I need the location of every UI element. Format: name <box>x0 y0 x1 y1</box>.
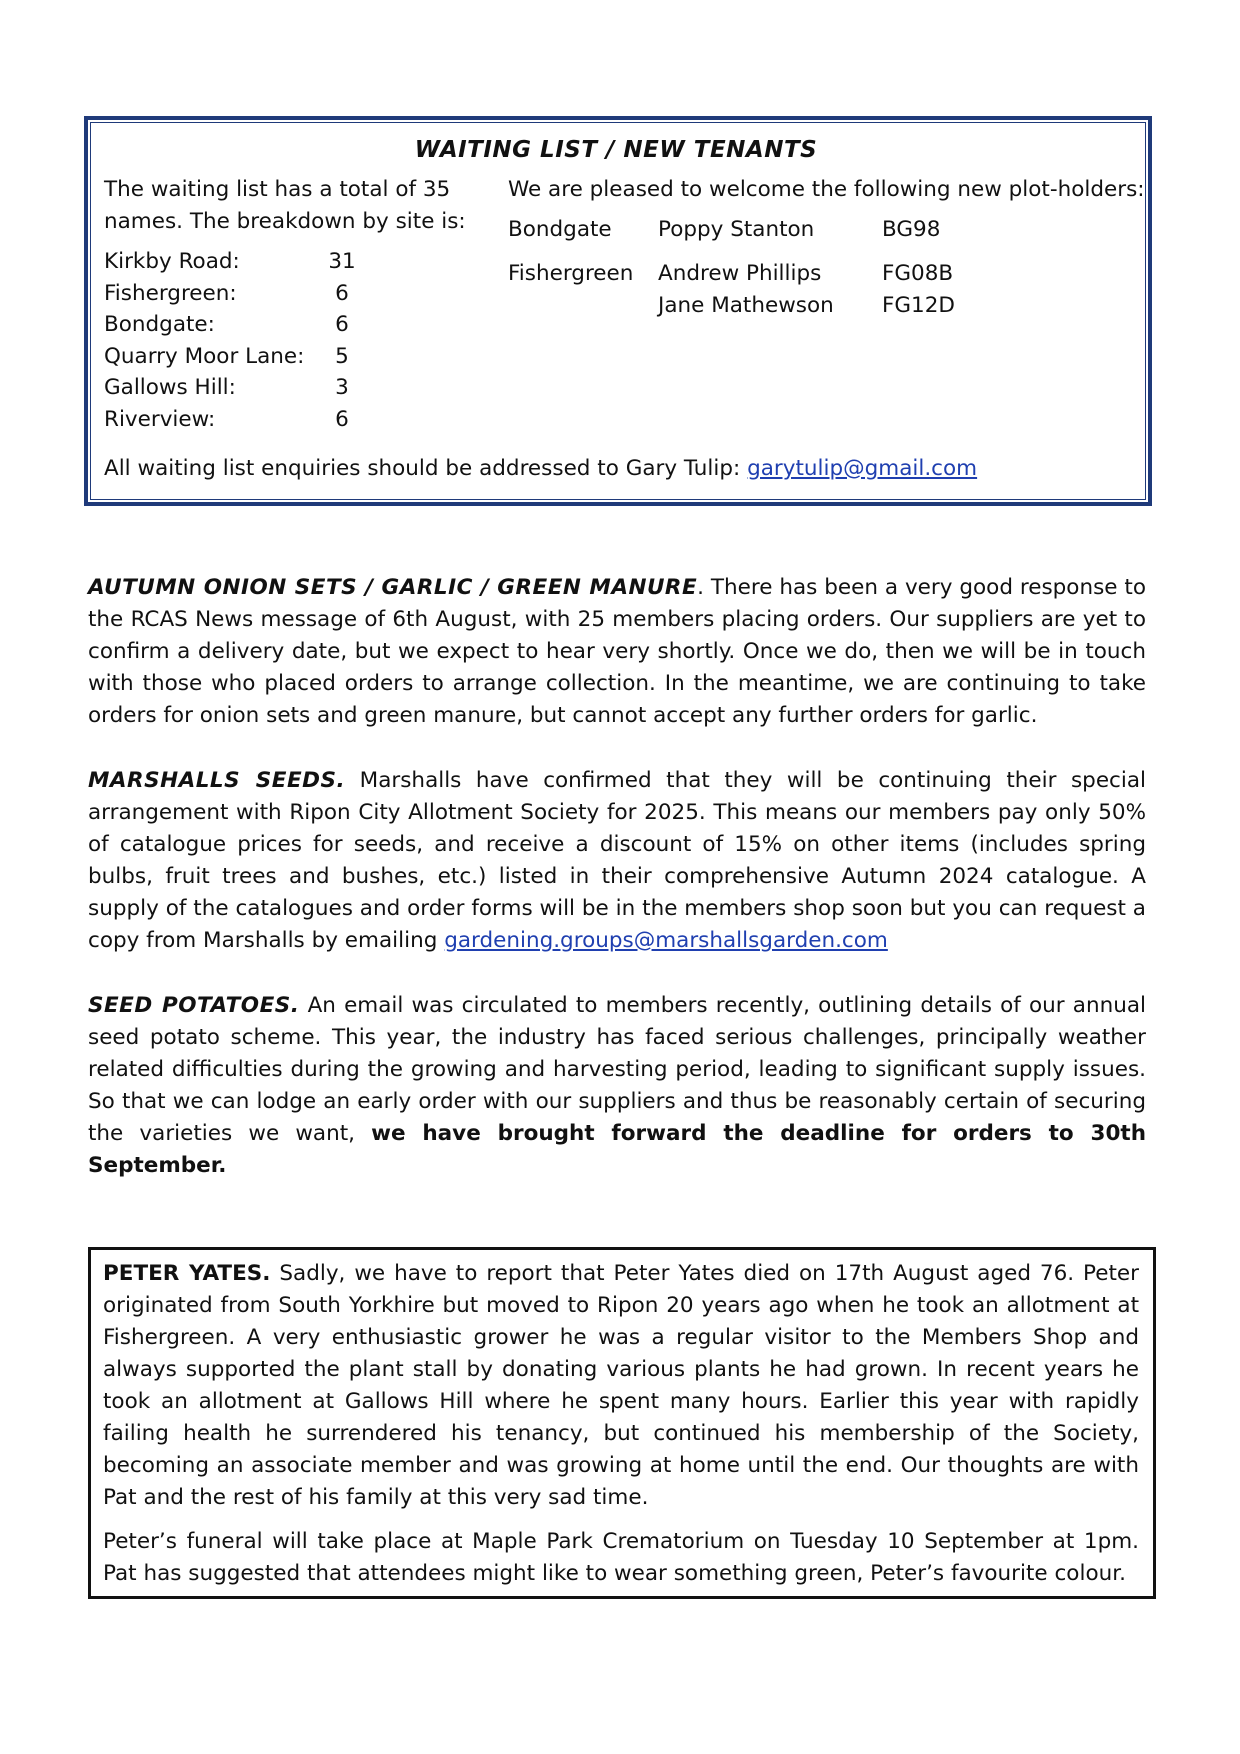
waiting-list-intro: The waiting list has a total of 35 names. The breakdown by site is: <box>104 177 466 234</box>
site-row <box>104 404 474 436</box>
tenant-spacer <box>508 246 955 258</box>
article-heading: MARSHALLS SEEDS. <box>88 768 346 793</box>
waiting-list-contact <box>104 453 977 485</box>
tenant-site <box>508 290 658 322</box>
deadline-emphasis: we have brought forward the deadline for orders to 30th September. <box>88 1121 1147 1178</box>
site-row <box>104 309 474 341</box>
obituary-paragraph <box>103 1258 1139 1514</box>
site-row <box>104 372 474 404</box>
obituary-body: Sadly, we have to report that Peter Yates died on 17th August aged 76. Peter originated from South Yorkhire but moved to Ripon 20 years ago when he took an allotment at Fishergreen. A very enthusiastic grower he was a regular visitor to the Members Shop and always supported the plant stall by donating various plants he had grown. In recent years he took an allotment at Gallows Hill where he spent many hours. Earlier this year with rapidly failing health he surrendered his tenancy, but continued his membership of the Society, becoming an associate member and was growing at home until the end. Our thoughts are with Pat and the rest of his family at this very sad time. <box>103 1261 1139 1510</box>
site-count: 31 <box>328 249 356 274</box>
tenant-name: Jane Mathewson <box>658 293 834 318</box>
site-name: Gallows Hill: <box>104 375 236 400</box>
site-row <box>104 341 474 373</box>
article-onion-sets <box>88 572 1146 732</box>
tenant-plot: FG08B <box>882 261 954 286</box>
site-count: 6 <box>335 280 349 306</box>
waiting-list-box <box>84 116 1152 506</box>
site-row <box>104 246 474 278</box>
tenant-plot: FG12D <box>882 293 955 318</box>
marshalls-email-link[interactable]: gardening.groups@marshallsgarden.com <box>444 928 888 953</box>
new-tenants-intro: We are pleased to welcome the following new plot-holders: <box>508 177 1145 202</box>
tenant-plot: BG98 <box>882 217 941 242</box>
article-marshalls-seeds <box>88 765 1146 957</box>
tenant-row <box>508 214 955 246</box>
site-name: Bondgate: <box>104 312 215 337</box>
site-name: Fishergreen: <box>104 280 237 306</box>
waiting-list-breakdown <box>104 174 474 435</box>
article-body: An email was circulated to members recently, outlining details of our annual seed potato scheme. This year, the industry has faced serious challenges, principally weather related difficulties during the growing and harvesting period, leading to significant supply issues. So that we can lodge an early order with our suppliers and thus be reasonably certain of securing the varieties we want, <box>88 993 1146 1146</box>
articles <box>88 572 1146 1215</box>
site-name: Riverview: <box>104 406 216 432</box>
article-body: Marshalls have confirmed that they will be continuing their special arrangement with Ripon City Allotment Society for 2025. This means our members pay only 50% of catalogue prices for seeds, and receive a discount of 15% on other items (includes spring bulbs, fruit trees and bushes, etc.) listed in their comprehensive Autumn 2024 catalogue. A supply of the catalogues and order forms will be in the members shop soon but you can request a copy from Marshalls by emailing <box>88 768 1147 953</box>
tenant-name: Poppy Stanton <box>658 217 815 242</box>
funeral-paragraph: Peter’s funeral will take place at Maple Park Crematorium on Tuesday 10 September at 1pm. Pat has suggested that attendees might like to wear something green, Peter’s favourite colour. <box>103 1529 1139 1586</box>
site-name: Kirkby Road: <box>104 249 240 274</box>
tenant-site: Fishergreen <box>508 261 634 286</box>
tenant-row <box>508 258 955 290</box>
waiting-list-title: WAITING LIST / NEW TENANTS <box>414 137 818 163</box>
article-body: . There has been a very good response to the RCAS News message of 6th August, with 25 members placing orders. Our suppliers are yet to confirm a delivery date, but we expect to hear very shortly. Once we do, then we will be in touch with those who placed orders to arrange collection. In the meantime, we are continuing to take orders for onion sets and green manure, but cannot accept any further orders for garlic. <box>88 575 1146 728</box>
new-tenants-table <box>508 214 955 322</box>
site-name: Quarry Moor Lane: <box>104 343 305 369</box>
article-seed-potatoes <box>88 990 1146 1182</box>
site-count: 6 <box>335 406 349 432</box>
tenant-site: Bondgate <box>508 217 612 242</box>
new-tenants <box>508 174 1148 322</box>
site-row <box>104 278 474 310</box>
site-count: 5 <box>335 343 349 369</box>
contact-email-link[interactable]: garytulip@gmail.com <box>747 456 978 481</box>
article-heading: SEED POTATOES. <box>88 993 300 1018</box>
article-heading: AUTUMN ONION SETS / GARLIC / GREEN MANURE <box>88 575 698 600</box>
tenant-row <box>508 290 955 322</box>
obituary-box <box>88 1247 1156 1599</box>
contact-text: All waiting list enquiries should be addressed to Gary Tulip: <box>104 456 748 481</box>
site-count: 3 <box>335 375 349 400</box>
site-count: 6 <box>335 312 349 337</box>
obituary-heading: PETER YATES. <box>103 1261 271 1286</box>
tenant-name: Andrew Phillips <box>658 261 822 286</box>
